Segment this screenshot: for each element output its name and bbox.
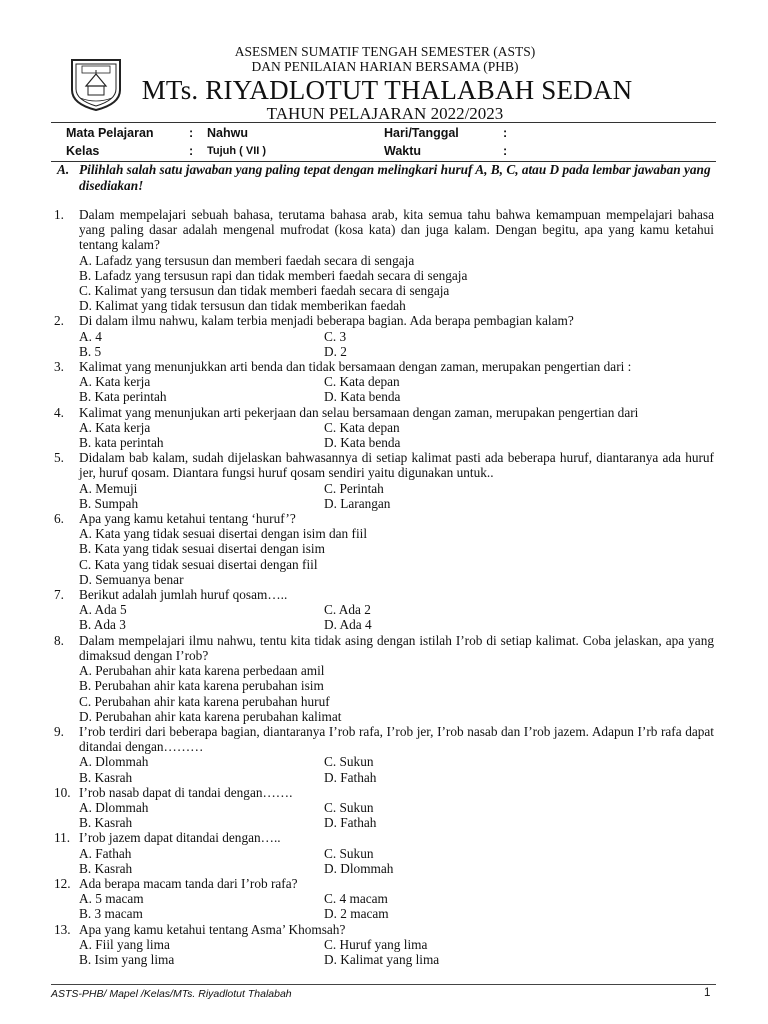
option-b: B. Lafadz yang tersusun rapi dan tidak memberi faedah secara di sengaja (79, 267, 468, 283)
question-8 (54, 633, 714, 724)
question-13 (54, 922, 714, 968)
question-text: Kalimat yang menunjukkan arti benda dan tidak bersamaan dengan zaman, merupakan pengertian dari : (79, 359, 632, 375)
question-text: Apa yang kamu ketahui tentang Asma’ Khomsah? (79, 921, 346, 937)
option-d: D. Kata benda (324, 435, 401, 451)
option-c: C. Kata depan (324, 419, 400, 435)
option-b: B. Kasrah (79, 815, 133, 831)
option-d: D. Ada 4 (324, 617, 372, 633)
question-text: I’rob nasab dapat di tandai dengan……. (79, 784, 293, 800)
option-d: D. Fathah (324, 815, 377, 831)
option-c: C. Sukun (324, 799, 374, 815)
day-label: Hari/Tanggal (384, 126, 459, 140)
question-number: 11. (54, 830, 71, 846)
question-text: Ada berapa macam tanda dari I’rob rafa? (79, 875, 298, 891)
question-text: I’rob jazem dapat ditandai dengan….. (79, 830, 281, 846)
day-colon: : (503, 126, 508, 140)
option-c: C. Perintah (324, 480, 384, 496)
option-d: D. Kalimat yang tidak tersusun dan tidak memberikan faedah (79, 298, 406, 314)
option-b: B. Perubahan ahir kata karena perubahan isim (79, 678, 324, 694)
option-c: C. Sukun (324, 845, 374, 861)
option-a: A. Dlommah (79, 799, 149, 815)
question-number: 1. (54, 207, 64, 222)
option-a: A. 4 (79, 328, 102, 344)
option-b: B. Ada 3 (79, 617, 126, 633)
option-d: D. Dlommah (324, 860, 394, 876)
question-4 (54, 405, 714, 451)
option-a: A. Fiil yang lima (79, 936, 170, 952)
question-number: 7. (54, 587, 64, 603)
question-number: 13. (54, 921, 71, 937)
option-b: B. Kasrah (79, 769, 133, 785)
instruction (57, 162, 717, 194)
option-b: B. Kata yang tidak sesuai disertai dengan isim (79, 541, 325, 557)
class-label: Kelas (66, 144, 100, 158)
option-b: B. Isim yang lima (79, 951, 175, 967)
option-a: A. Kata kerja (79, 374, 151, 390)
question-text: Di dalam ilmu nahwu, kalam terbia menjadi beberapa bagian. Ada berapa pembagian kalam? (79, 313, 574, 329)
option-d: D. Kalimat yang lima (324, 951, 440, 967)
option-a: A. Kata yang tidak sesuai disertai dengan isim dan fiil (79, 526, 368, 542)
option-b: B. Kasrah (79, 860, 133, 876)
question-number: 10. (54, 784, 71, 800)
option-d: D. 2 macam (324, 906, 389, 922)
question-number: 12. (54, 875, 71, 891)
option-a: A. Memuji (79, 480, 138, 496)
option-a: A. Ada 5 (79, 602, 127, 618)
class-value: Tujuh ( VII ) (207, 145, 267, 157)
question-number: 6. (54, 511, 64, 527)
option-c: C. Sukun (324, 754, 374, 770)
question-text: Didalam bab kalam, sudah dijelaskan bahwasannya di setiap kalimat pasti ada beberapa huruf, diantaranya ada huruf jer, huruf qosam. Diantara fungsi huruf qosam sendiri yaitu digunakan untuk.. (79, 450, 714, 481)
page-number: 1 (704, 987, 711, 999)
question-3 (54, 359, 714, 405)
footer-divider (51, 984, 716, 985)
exam-title: ASESMEN SUMATIF TENGAH SEMESTER (ASTS) (234, 44, 536, 59)
option-b: B. Kata perintah (79, 389, 167, 405)
option-d: D. Perubahan ahir kata karena perubahan kalimat (79, 708, 342, 724)
option-a: A. 5 macam (79, 891, 144, 907)
question-12 (54, 876, 714, 922)
question-number: 2. (54, 313, 64, 329)
school-emblem-icon (68, 52, 124, 112)
option-a: A. Perubahan ahir kata karena perbedaan amil (79, 663, 325, 679)
option-a: A. Kata kerja (79, 419, 151, 435)
school-name: MTs. RIYADLOTUT THALABAH SEDAN (141, 75, 633, 105)
time-colon: : (503, 144, 508, 158)
exam-subtitle: DAN PENILAIAN HARIAN BERSAMA (PHB) (251, 59, 519, 74)
academic-year: TAHUN PELAJARAN 2022/2023 (266, 104, 504, 123)
option-b: B. kata perintah (79, 435, 164, 451)
option-d: D. Fathah (324, 769, 377, 785)
option-a: A. Dlommah (79, 754, 149, 770)
question-2 (54, 313, 714, 359)
option-a: A. Lafadz yang tersusun dan memberi faedah secara di sengaja (79, 252, 415, 268)
option-c: C. Kalimat yang tersusun dan tidak memberi faedah secara di sengaja (79, 283, 450, 299)
option-c: C. 4 macam (324, 891, 388, 907)
question-10 (54, 785, 714, 831)
exam-info-table (51, 122, 716, 162)
subject-value: Nahwu (207, 126, 248, 140)
question-text: Dalam mempelajari ilmu nahwu, tentu kita tidak asing dengan istilah I’rob di setiap kalimat. Coba jelaskan, apa yang dimaksud dengan I’rob? (79, 632, 714, 663)
question-text: Kalimat yang menunjukan arti pekerjaan dan selau bersamaan dengan zaman, merupakan pengertian dari (79, 404, 639, 420)
option-c: C. Ada 2 (324, 602, 371, 618)
option-d: D. 2 (324, 343, 347, 359)
option-c: C. Kata depan (324, 374, 400, 390)
option-d: D. Semuanya benar (79, 571, 184, 587)
question-11 (54, 830, 714, 876)
option-b: B. Sumpah (79, 495, 139, 511)
question-5 (54, 450, 714, 511)
time-label: Waktu (384, 144, 422, 158)
option-b: B. 5 (79, 343, 102, 359)
question-7 (54, 587, 714, 633)
question-list (54, 207, 714, 967)
question-number: 5. (54, 450, 64, 466)
question-text: Berikut adalah jumlah huruf qosam….. (79, 587, 288, 603)
instruction-text: Pilihlah salah satu jawaban yang paling tepat dengan melingkari huruf A, B, C, atau D pada lembar jawaban yang disediakan! (79, 162, 711, 193)
question-number: 3. (54, 359, 64, 375)
option-c: C. Perubahan ahir kata karena perubahan huruf (79, 693, 330, 709)
question-6 (54, 511, 714, 587)
question-number: 4. (54, 404, 64, 420)
option-d: D. Kata benda (324, 389, 401, 405)
instruction-marker: A. (57, 162, 70, 177)
question-9 (54, 724, 714, 785)
footer-text: ASTS-PHB/ Mapel /Kelas/MTs. Riyadlotut Thalabah (51, 988, 292, 1000)
subject-colon: : (189, 126, 194, 140)
question-number: 9. (54, 723, 64, 739)
question-text: Dalam mempelajari sebuah bahasa, terutama bahasa arab, kita semua tahu bahwa kemampuan mempelajari bahasa yang paling dasar adalah mengenal mufrodat (kosa kata) dan juga kalam. Dengan begitu, apa yang kamu ketahui tentang kalam? (79, 207, 714, 253)
class-colon: : (189, 144, 194, 158)
option-c: C. Huruf yang lima (324, 936, 428, 952)
option-d: D. Larangan (324, 495, 391, 511)
option-c: C. Kata yang tidak sesuai disertai dengan fiil (79, 556, 318, 572)
option-b: B. 3 macam (79, 906, 143, 922)
question-1 (54, 207, 714, 313)
subject-label: Mata Pelajaran (66, 126, 154, 140)
option-c: C. 3 (324, 328, 347, 344)
question-number: 8. (54, 632, 64, 648)
question-text: Apa yang kamu ketahui tentang ‘huruf’? (79, 511, 296, 527)
option-a: A. Fathah (79, 845, 132, 861)
question-text: I’rob terdiri dari beberapa bagian, diantaranya I’rob rafa, I’rob jer, I’rob nasab dan I’rob jazem. Adapun I’rb rafa dapat ditandai dengan……… (79, 723, 714, 755)
